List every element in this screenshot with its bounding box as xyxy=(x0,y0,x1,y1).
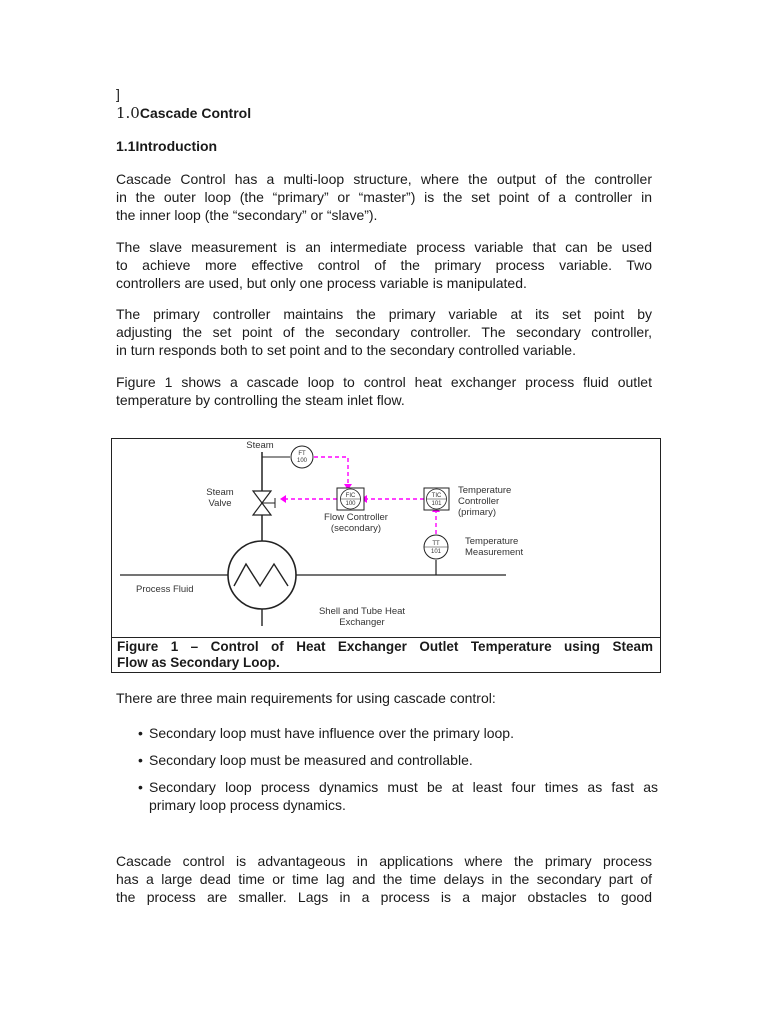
text-line: to achieve more effective control of the primary process variable. Two xyxy=(116,257,652,273)
steam-valve-label-2: Valve xyxy=(208,498,232,509)
ft-label: FT xyxy=(298,451,306,457)
steam-label: Steam xyxy=(246,440,274,451)
paragraph-slave-measurement xyxy=(116,238,652,292)
list-item-text: Secondary loop process dynamics must be at least four times as fast as xyxy=(149,779,658,795)
text-line: There are three main requirements for using cascade control: xyxy=(116,690,496,706)
heat-exchanger-diagram xyxy=(112,438,660,638)
list-item-text: Secondary loop must be measured and controllable. xyxy=(149,752,473,768)
text-line: controllers are used, but only one process variable is manipulated. xyxy=(116,275,527,291)
list-item xyxy=(138,724,658,742)
text-line: has a large dead time or time lag and the time delays in the secondary part of xyxy=(116,871,652,887)
section-number: 1.0 xyxy=(116,104,140,122)
paragraph-multiloop xyxy=(116,170,652,224)
temp-measurement-label-2: Measurement xyxy=(465,547,524,558)
text-line: Cascade Control has a multi-loop structure, where the output of the controller xyxy=(116,171,652,187)
text-line: the process are smaller. Lags in a process is a major obstacles to good xyxy=(116,889,652,905)
stray-bracket: ] xyxy=(116,86,120,102)
arrow-left-to-valve xyxy=(280,495,286,503)
text-line: Figure 1 shows a cascade loop to control heat exchanger process fluid outlet xyxy=(116,374,652,390)
temp-controller-label-1: Temperature xyxy=(458,485,512,496)
figure-1 xyxy=(111,438,661,673)
text-line: The primary controller maintains the primary variable at its set point by xyxy=(116,306,652,322)
section-heading xyxy=(116,104,251,122)
paragraph-requirements-intro xyxy=(116,689,652,707)
caption-line: Flow as Secondary Loop. xyxy=(117,655,280,670)
subsection-heading: 1.1Introduction xyxy=(116,138,218,154)
ft-signal-line xyxy=(314,457,348,488)
steam-valve-label-1: Steam xyxy=(206,487,234,498)
valve-lower xyxy=(253,503,271,515)
text-line: adjusting the set point of the secondary controller. The secondary controller, xyxy=(116,324,652,340)
figure-caption xyxy=(117,639,653,671)
text-line: temperature by controlling the steam inlet flow. xyxy=(116,392,405,408)
fic-label: FIC xyxy=(345,493,356,499)
bullet-icon: • xyxy=(138,725,143,741)
paragraph-figure-intro xyxy=(116,373,652,409)
list-item-text: primary loop process dynamics. xyxy=(149,797,346,813)
list-item-text: Secondary loop must have influence over the primary loop. xyxy=(149,725,514,741)
text-line: Cascade control is advantageous in applications where the primary process xyxy=(116,853,652,869)
flow-controller-label-2: (secondary) xyxy=(330,523,382,534)
text-line: in turn responds both to set point and to the secondary controlled variable. xyxy=(116,342,576,358)
text-line: The slave measurement is an intermediate process variable that can be used xyxy=(116,239,652,255)
heat-exchanger-shell xyxy=(228,541,296,609)
section-title: Cascade Control xyxy=(139,105,252,121)
paragraph-primary-controller xyxy=(116,305,652,359)
temp-controller-label-2: Controller xyxy=(458,496,500,507)
tt-number: 101 xyxy=(430,549,442,555)
ft-100-bubble xyxy=(291,446,313,468)
exchanger-label-1: Shell and Tube Heat xyxy=(318,606,406,617)
flow-controller-label-1: Flow Controller xyxy=(324,512,388,523)
process-fluid-label: Process Fluid xyxy=(136,584,194,595)
caption-line: Figure 1 – Control of Heat Exchanger Outlet Temperature using Steam xyxy=(117,639,653,654)
temp-measurement-label-1: Temperature xyxy=(465,536,519,547)
bullet-icon: • xyxy=(138,779,143,795)
bullet-icon: • xyxy=(138,752,143,768)
tt-label: TT xyxy=(432,541,440,547)
text-line: in the outer loop (the “primary” or “master”) is the set point of a controller in xyxy=(116,189,652,205)
ft-number: 100 xyxy=(296,458,308,464)
fic-number: 100 xyxy=(345,501,356,507)
tic-number: 101 xyxy=(431,501,442,507)
exchanger-label-2: Exchanger xyxy=(339,617,385,628)
text-line: the inner loop (the “secondary” or “slave”). xyxy=(116,207,378,223)
requirements-list xyxy=(138,724,658,823)
list-item xyxy=(138,778,658,814)
tic-label: TIC xyxy=(431,493,442,499)
paragraph-advantages xyxy=(116,852,652,906)
valve-upper xyxy=(253,491,271,503)
temp-controller-label-3: (primary) xyxy=(458,507,496,518)
list-item xyxy=(138,751,658,769)
caption-divider xyxy=(112,637,660,638)
